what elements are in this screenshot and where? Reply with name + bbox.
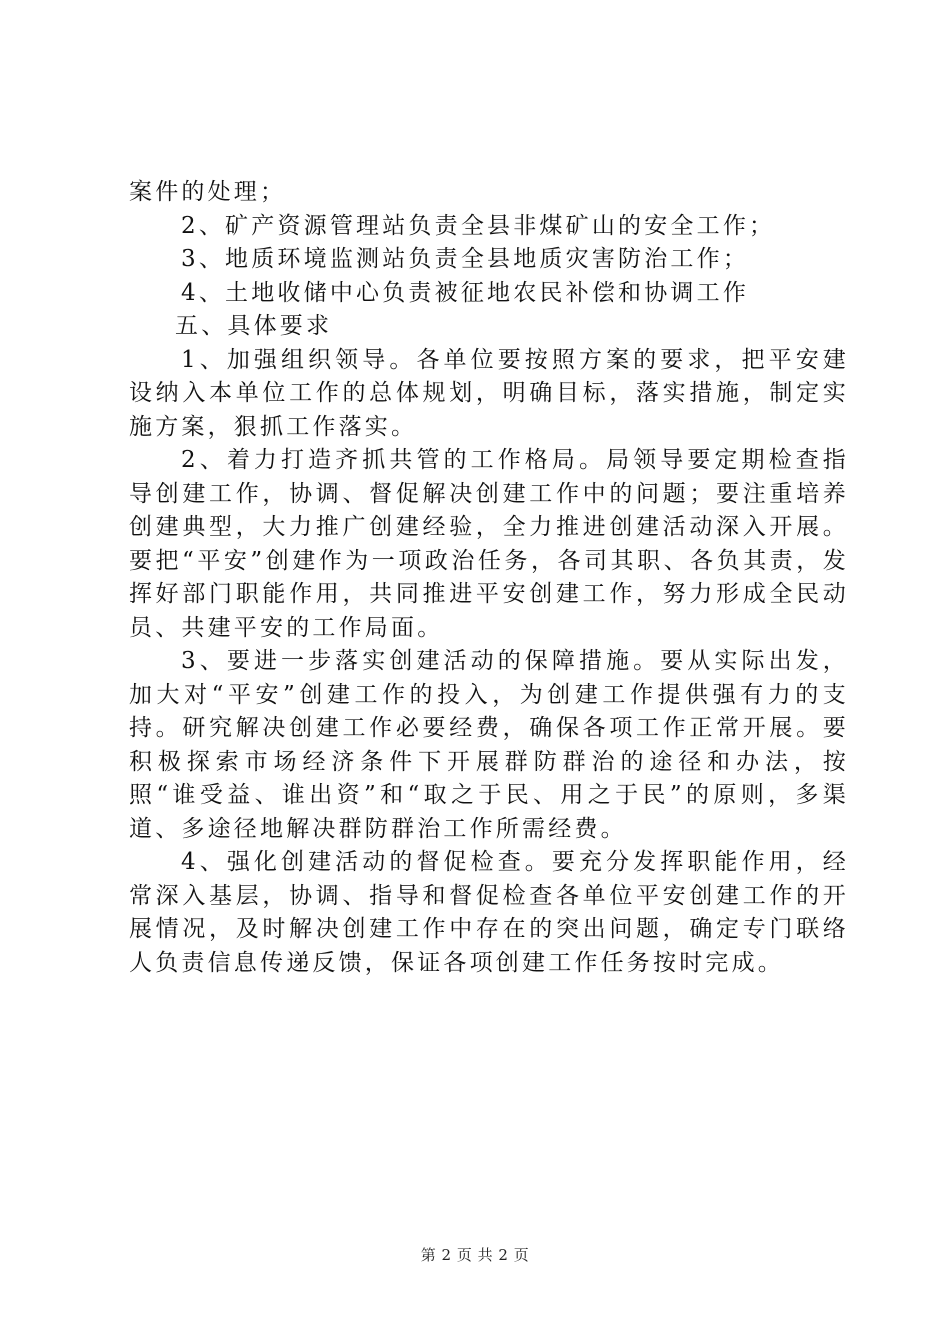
list-item-mineral-station: 2、矿产资源管理站负责全县非煤矿山的安全工作；: [181, 212, 776, 239]
list-item-geology-station: 3、地质环境监测站负责全县地质灾害防治工作；: [181, 246, 750, 272]
requirement-paragraph-1: 1、加强组织领导。各单位要按照方案的要求，把平安建设纳入本单位工作的总体规划，明确目标，落实措施，制定实施方案，狠抓工作落实。: [129, 346, 849, 440]
requirement-paragraph-3: 3、要进一步落实创建活动的保障措施。要从实际出发，加大对“平安”创建工作的投入，为创建工作提供强有力的支持。研究解决创建工作必要经费，确保各项工作正常开展。要积极探索市场经济条件下开展群防群治的途径和办法，按照“谁受益、谁出资”和“取之于民、用之于民”的原则，多渠道、多途径地解决群防群治工作所需经费。: [129, 648, 849, 842]
paragraph-continuation: 案件的处理；: [129, 179, 287, 205]
requirement-paragraph-4: 4、强化创建活动的督促检查。要充分发挥职能作用，经常深入基层，协调、指导和督促检查各单位平安创建工作的开展情况，及时解决创建工作中存在的突出问题，确定专门联络人负责信息传递反馈，保证各项创建工作任务按时完成。: [129, 849, 849, 976]
list-item-land-reserve-center: 4、土地收储中心负责被征地农民补偿和协调工作: [181, 279, 750, 306]
document-body: [129, 176, 849, 980]
page-footer: [0, 1244, 950, 1265]
section-heading-requirements: 五、具体要求: [175, 313, 333, 339]
requirement-paragraph-2: 2、着力打造齐抓共管的工作格局。局领导要定期检查指导创建工作，协调、督促解决创建工作中的问题；要注重培养创建典型，大力推广创建经验，全力推进创建活动深入开展。要把“平安”创建作为一项政治任务，各司其职、各负其责，发挥好部门职能作用，共同推进平安创建工作，努力形成全民动员、共建平安的工作局面。: [129, 447, 849, 641]
page-number-label: 第 2 页 共 2 页: [420, 1246, 530, 1264]
